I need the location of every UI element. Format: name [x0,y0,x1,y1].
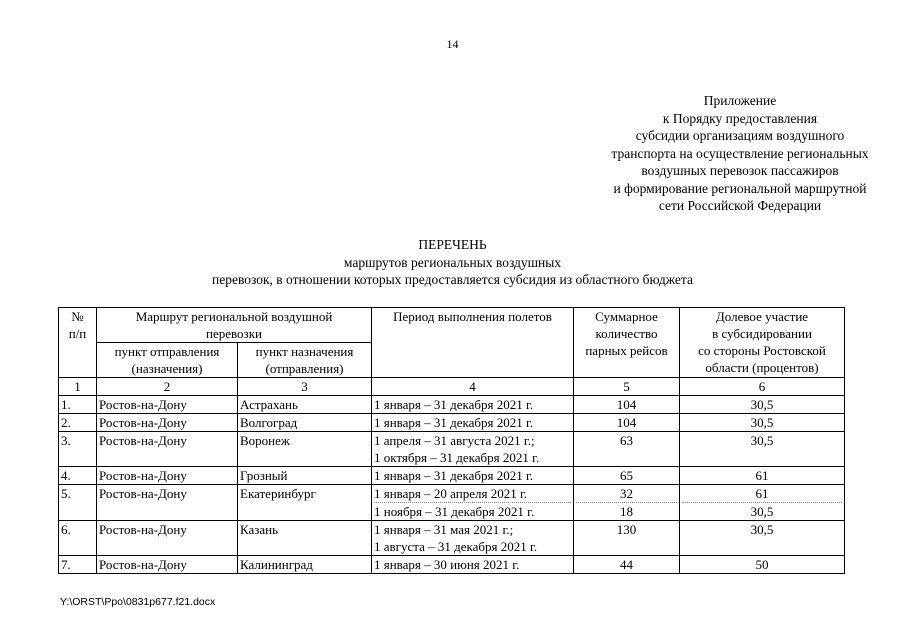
departure-point: Ростов-на-Дону [97,521,238,556]
appendix-line: и формирование региональной маршрутной [613,180,867,196]
page-number: 14 [446,37,459,51]
header-route: Маршрут региональной воздушной перевозки [97,308,372,343]
paired-flights-count: 130 [574,521,680,556]
table-row [59,396,845,414]
row-number: 2. [59,414,97,432]
row-number: 1. [59,396,97,414]
header-share: Долевое участие в субсидировании со стороны Ростовской области (процентов) [680,308,845,378]
arrival-point: Воронеж [238,432,372,467]
heading-line: перевозок, в отношении которых предоставляется субсидия из областного бюджета [212,272,693,287]
appendix-line: сети Российской Федерации [658,198,822,213]
heading-line: маршрутов региональных воздушных [343,254,562,270]
col-number: 5 [574,378,680,396]
paired-flights-count: 63 [574,432,680,467]
row-number: 3. [59,432,97,467]
table-row [59,467,845,485]
footer-file-path: Y:\ORST\Ppo\0831p677.f21.docx [60,596,216,608]
subsidy-share: 30,5 [680,396,845,414]
subsidy-share: 30,5 [680,414,845,432]
header-num: № п/п [59,308,97,378]
flight-period: 1 января – 20 апреля 2021 г. 1 ноября – 31 декабря 2021 г. [372,485,574,521]
col-number: 6 [680,378,845,396]
paired-flights-count: 32 18 [574,485,680,521]
arrival-point: Казань [238,521,372,556]
appendix-line: к Порядку предоставления [662,110,818,126]
departure-point: Ростов-на-Дону [97,467,238,485]
header-from: пункт отправления (назначения) [97,343,238,378]
row-number: 4. [59,467,97,485]
departure-point: Ростов-на-Дону [97,414,238,432]
paired-flights-count: 44 [574,556,680,574]
col-number: 4 [372,378,574,396]
subsidy-share: 61 30,5 [680,485,845,521]
departure-point: Ростов-на-Дону [97,485,238,521]
col-number: 2 [97,378,238,396]
row-number: 7. [59,556,97,574]
flight-period: 1 января – 31 декабря 2021 г. [372,414,574,432]
flight-period: 1 апреля – 31 августа 2021 г.; 1 октября – 31 декабря 2021 г. [372,432,574,467]
arrival-point: Волгоград [238,414,372,432]
subsidy-share: 50 [680,556,845,574]
col-number: 3 [238,378,372,396]
table-row [59,485,845,521]
row-number: 5. [59,485,97,521]
subsidy-share: 61 [680,467,845,485]
table-row [59,432,845,467]
paired-flights-count: 104 [574,396,680,414]
table-row [59,521,845,556]
table-header-row [59,308,845,343]
arrival-point: Грозный [238,467,372,485]
col-number: 1 [59,378,97,396]
column-numbers-row [59,378,845,396]
subsidy-share: 30,5 [680,432,845,467]
subsidy-share: 30,5 [680,521,845,556]
appendix-line: субсидии организациям воздушного [635,128,845,143]
flight-period: 1 января – 31 декабря 2021 г. [372,467,574,485]
appendix-line: Приложение [703,93,777,108]
row-number: 6. [59,521,97,556]
flight-period: 1 января – 30 июня 2021 г. [372,556,574,574]
appendix-block [520,92,905,215]
arrival-point: Екатеринбург [238,485,372,521]
departure-point: Ростов-на-Дону [97,396,238,414]
table-row [59,556,845,574]
appendix-line: воздушных перевозок пассажиров [641,163,839,178]
header-to: пункт назначения (отправления) [238,343,372,378]
paired-flights-count: 65 [574,467,680,485]
routes-table [58,307,845,574]
departure-point: Ростов-на-Дону [97,432,238,467]
departure-point: Ростов-на-Дону [97,556,238,574]
arrival-point: Астрахань [238,396,372,414]
heading-title: ПЕРЕЧЕНЬ [418,237,487,252]
header-period: Период выполнения полетов [372,308,574,378]
header-flights: Суммарное количество парных рейсов [574,308,680,378]
document-heading [0,236,905,289]
table-row [59,414,845,432]
paired-flights-count: 104 [574,414,680,432]
flight-period: 1 января – 31 декабря 2021 г. [372,396,574,414]
appendix-line: транспорта на осуществление региональных [611,145,869,161]
flight-period: 1 января – 31 мая 2021 г.; 1 августа – 31 декабря 2021 г. [372,521,574,556]
arrival-point: Калининград [238,556,372,574]
